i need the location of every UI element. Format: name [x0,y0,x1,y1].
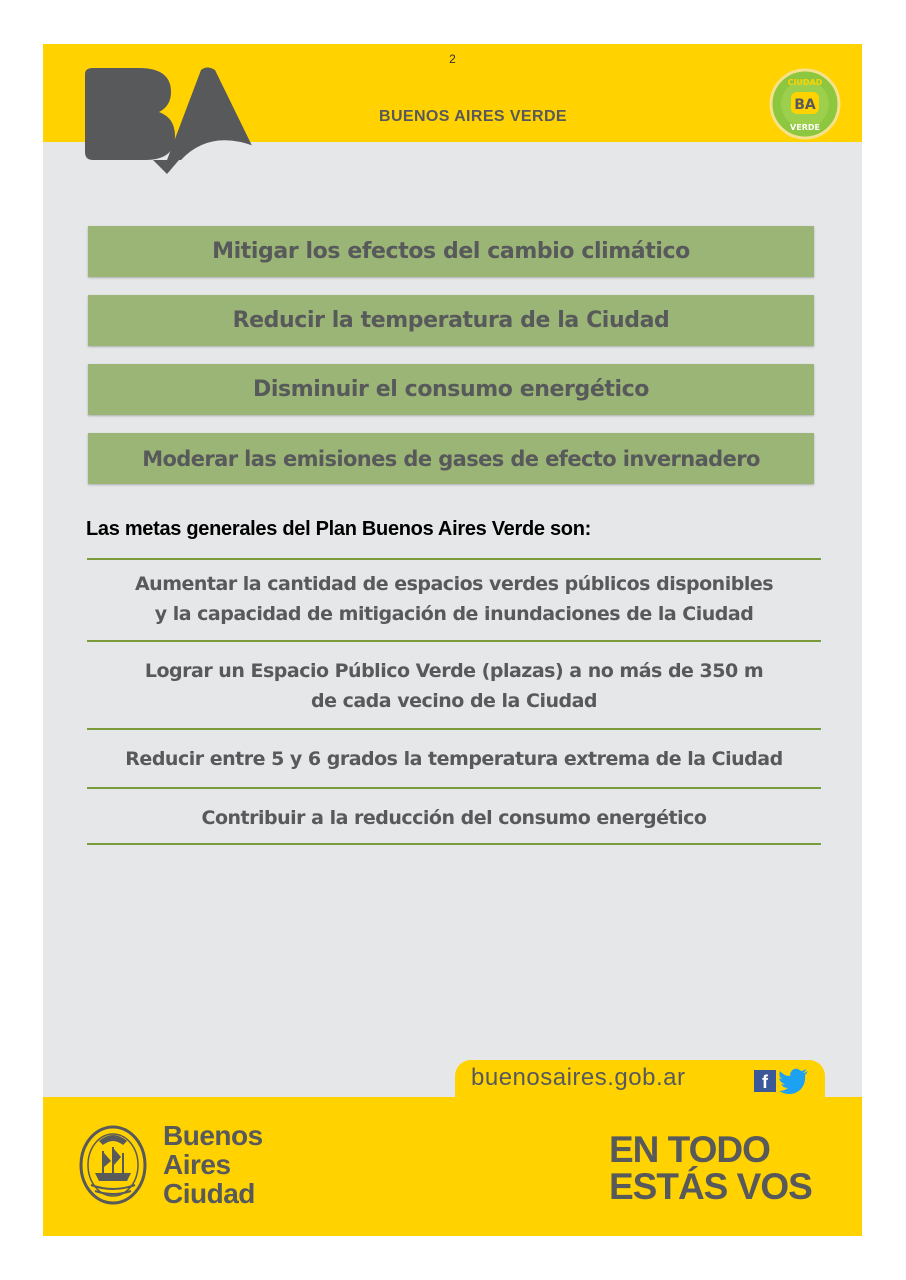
objective-box: Reducir la temperatura de la Ciudad [88,295,814,346]
twitter-icon[interactable] [779,1068,809,1094]
header-title: BUENOS AIRES VERDE [379,108,567,125]
goal-divider [87,843,821,845]
goal-item [87,803,821,833]
slogan [609,1131,812,1205]
slogan-line: EN TODO [609,1129,770,1170]
goal-line: Reducir entre 5 y 6 grados la temperatura extrema de la Ciudad [125,748,783,770]
page-number: 2 [449,52,456,66]
goal-item [87,656,821,716]
goal-item [87,569,821,629]
goal-line: de cada vecino de la Ciudad [310,690,598,712]
city-name [163,1121,263,1208]
document-page [43,44,862,1236]
slogan-line: ESTÁS VOS [609,1166,812,1207]
goal-line: Aumentar la cantidad de espacios verdes públicos disponibles [134,573,774,595]
city-name-line: Ciudad [163,1178,255,1209]
ciudad-verde-badge [769,68,841,140]
goal-divider [87,558,821,560]
goal-divider [87,728,821,730]
city-name-line: Buenos [163,1120,263,1151]
ba-logo [83,66,261,174]
footer-band [43,1097,862,1236]
city-seal-icon [79,1121,147,1205]
facebook-icon[interactable]: f [754,1070,776,1092]
goal-line: Lograr un Espacio Público Verde (plazas) a no más de 350 m [144,660,764,682]
goal-line: Contribuir a la reducción del consumo energético [201,807,707,829]
goal-line: y la capacidad de mitigación de inundaciones de la Ciudad [154,603,754,625]
objective-box: Mitigar los efectos del cambio climático [88,226,814,277]
website-link[interactable]: buenosaires.gob.ar [471,1064,686,1091]
badge-bottom-text: VERDE [790,123,820,132]
goal-item [87,744,821,774]
city-name-line: Aires [163,1149,231,1180]
goal-divider [87,787,821,789]
goals-heading: Las metas generales del Plan Buenos Aires Verde son: [86,518,591,540]
badge-center-text: BA [794,97,816,113]
badge-top-text: CIUDAD [787,78,823,87]
objective-box: Moderar las emisiones de gases de efecto invernadero [88,433,814,484]
objective-box: Disminuir el consumo energético [88,364,814,415]
goal-divider [87,640,821,642]
